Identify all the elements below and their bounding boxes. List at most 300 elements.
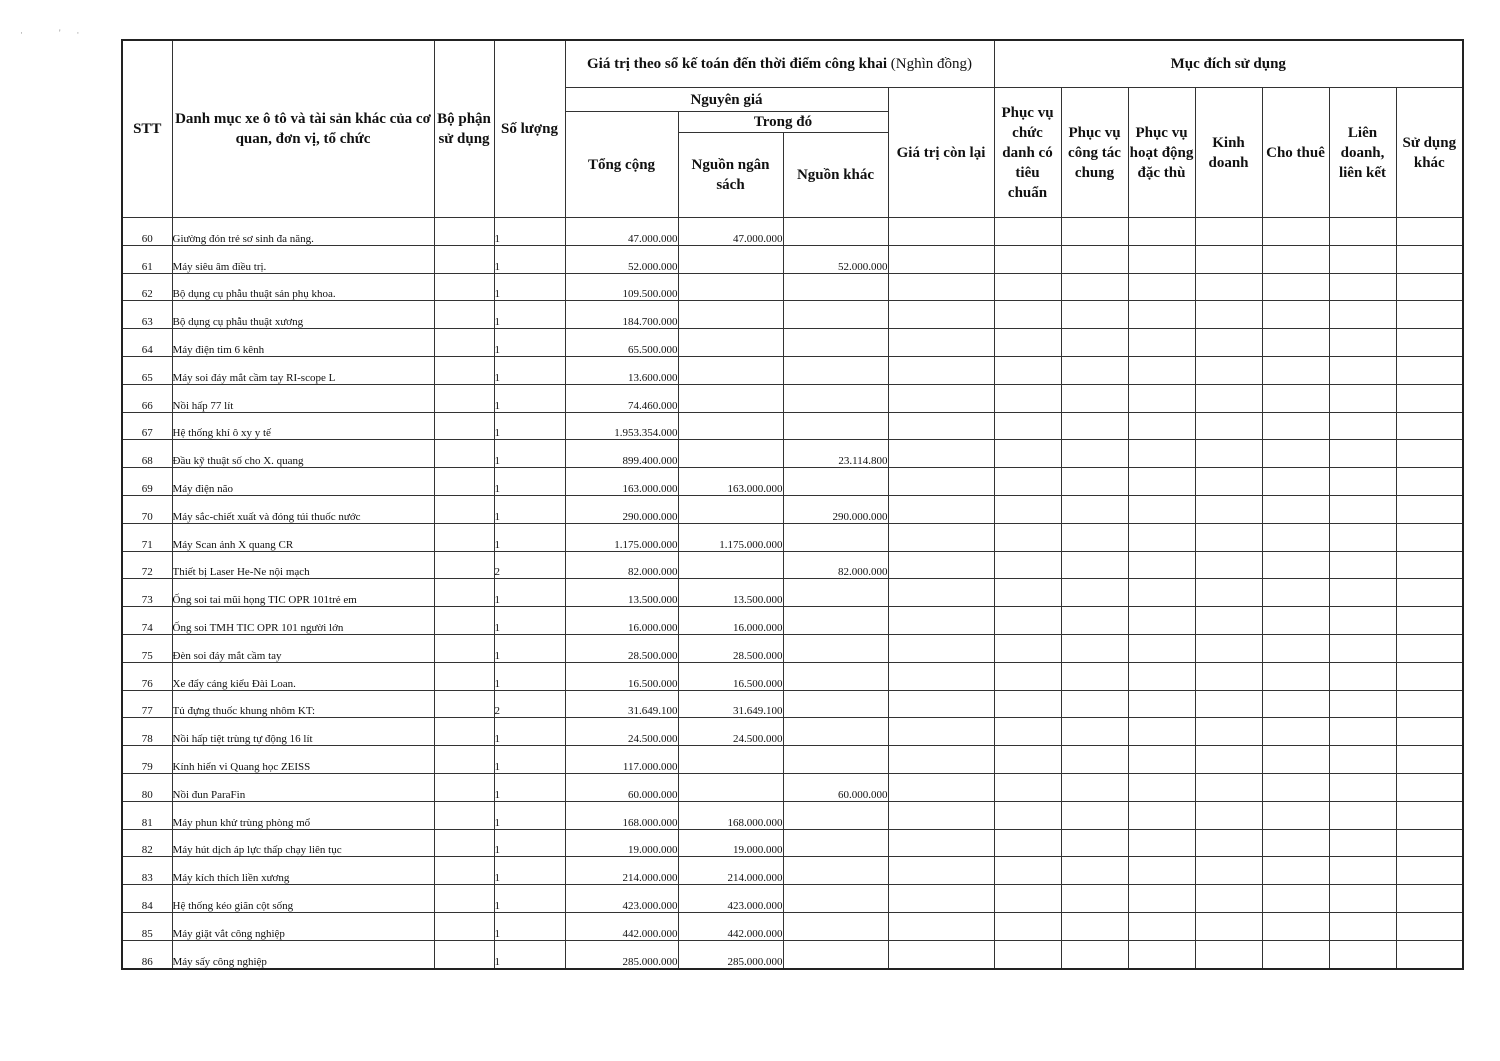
cell-purpose	[1262, 885, 1329, 913]
cell-budget-source: 24.500.000	[678, 718, 783, 746]
cell-total: 74.460.000	[565, 384, 678, 412]
cell-purpose	[1329, 245, 1396, 273]
table-row	[122, 440, 1463, 468]
cell-purpose	[1061, 218, 1128, 246]
header-residual-value: Giá trị còn lại	[888, 88, 994, 218]
cell-purpose	[1262, 468, 1329, 496]
header-original-cost: Nguyên giá	[565, 88, 888, 112]
cell-other-source	[783, 329, 888, 357]
cell-other-source	[783, 523, 888, 551]
cell-purpose	[1396, 579, 1463, 607]
cell-budget-source	[678, 773, 783, 801]
cell-purpose	[1195, 912, 1262, 940]
cell-residual-value	[888, 245, 994, 273]
cell-purpose	[1329, 940, 1396, 968]
cell-residual-value	[888, 412, 994, 440]
cell-purpose	[1262, 440, 1329, 468]
cell-purpose	[1128, 384, 1195, 412]
table-row	[122, 329, 1463, 357]
cell-purpose	[1329, 523, 1396, 551]
header-total: Tổng cộng	[565, 112, 678, 218]
cell-purpose	[1061, 690, 1128, 718]
cell-budget-source: 285.000.000	[678, 940, 783, 968]
header-purpose: Mục đích sử dụng	[994, 40, 1463, 88]
cell-purpose	[994, 412, 1061, 440]
cell-department	[434, 301, 494, 329]
cell-department	[434, 329, 494, 357]
cell-other-source	[783, 801, 888, 829]
cell-other-source: 82.000.000	[783, 551, 888, 579]
cell-residual-value	[888, 718, 994, 746]
cell-budget-source: 31.649.100	[678, 690, 783, 718]
cell-department	[434, 718, 494, 746]
cell-purpose	[1061, 829, 1128, 857]
cell-other-source	[783, 718, 888, 746]
cell-purpose	[1396, 940, 1463, 968]
cell-other-source	[783, 940, 888, 968]
cell-purpose	[1061, 940, 1128, 968]
cell-purpose	[1396, 773, 1463, 801]
cell-quantity: 1	[494, 607, 565, 635]
cell-other-source	[783, 746, 888, 774]
cell-purpose	[1329, 662, 1396, 690]
cell-purpose	[1195, 440, 1262, 468]
cell-purpose	[1195, 218, 1262, 246]
cell-purpose	[1262, 829, 1329, 857]
cell-department	[434, 607, 494, 635]
cell-purpose	[1329, 218, 1396, 246]
cell-asset-name: Hệ thống khí ô xy y tế	[172, 412, 434, 440]
header-quantity: Số lượng	[494, 40, 565, 218]
cell-department	[434, 773, 494, 801]
cell-department	[434, 746, 494, 774]
cell-purpose	[994, 885, 1061, 913]
cell-stt: 69	[122, 468, 172, 496]
cell-purpose	[1329, 551, 1396, 579]
cell-quantity: 1	[494, 746, 565, 774]
cell-purpose	[1329, 440, 1396, 468]
cell-quantity: 1	[494, 857, 565, 885]
cell-purpose	[1262, 690, 1329, 718]
cell-purpose	[1329, 495, 1396, 523]
cell-residual-value	[888, 829, 994, 857]
cell-total: 214.000.000	[565, 857, 678, 885]
cell-purpose	[1128, 773, 1195, 801]
cell-other-source	[783, 356, 888, 384]
cell-quantity: 1	[494, 412, 565, 440]
cell-other-source	[783, 468, 888, 496]
cell-purpose	[1061, 551, 1128, 579]
cell-purpose	[1061, 412, 1128, 440]
cell-total: 52.000.000	[565, 245, 678, 273]
cell-asset-name: Đầu kỹ thuật số cho X. quang	[172, 440, 434, 468]
cell-purpose	[994, 579, 1061, 607]
cell-purpose	[1195, 940, 1262, 968]
cell-other-source	[783, 690, 888, 718]
cell-stt: 86	[122, 940, 172, 968]
cell-purpose	[1262, 662, 1329, 690]
cell-quantity: 1	[494, 245, 565, 273]
header-asset-name: Danh mục xe ô tô và tài sản khác của cơ quan, đơn vị, tổ chức	[172, 40, 434, 218]
cell-total: 19.000.000	[565, 829, 678, 857]
cell-purpose	[1329, 912, 1396, 940]
cell-stt: 80	[122, 773, 172, 801]
cell-stt: 66	[122, 384, 172, 412]
cell-purpose	[994, 662, 1061, 690]
cell-asset-name: Hệ thống kéo giãn cột sống	[172, 885, 434, 913]
cell-purpose	[1396, 634, 1463, 662]
cell-purpose	[1128, 607, 1195, 635]
cell-quantity: 1	[494, 579, 565, 607]
cell-purpose	[1329, 356, 1396, 384]
cell-purpose	[1396, 801, 1463, 829]
cell-other-source	[783, 301, 888, 329]
cell-purpose	[1061, 440, 1128, 468]
cell-purpose	[1061, 857, 1128, 885]
table-row	[122, 245, 1463, 273]
cell-budget-source	[678, 495, 783, 523]
cell-department	[434, 495, 494, 523]
header-budget-source: Nguồn ngân sách	[678, 133, 783, 218]
cell-total: 117.000.000	[565, 746, 678, 774]
cell-department	[434, 634, 494, 662]
cell-other-source	[783, 829, 888, 857]
cell-budget-source	[678, 746, 783, 774]
cell-purpose	[1329, 885, 1396, 913]
cell-quantity: 1	[494, 218, 565, 246]
cell-residual-value	[888, 579, 994, 607]
cell-purpose	[1396, 718, 1463, 746]
cell-purpose	[1396, 885, 1463, 913]
header-of-which: Trong đó	[678, 112, 888, 133]
cell-purpose	[1128, 329, 1195, 357]
cell-purpose	[1061, 301, 1128, 329]
cell-purpose	[1128, 801, 1195, 829]
header-purpose-col: Phục vụ chức danh có tiêu chuẩn	[994, 88, 1061, 218]
cell-purpose	[1128, 523, 1195, 551]
cell-purpose	[1195, 551, 1262, 579]
cell-stt: 65	[122, 356, 172, 384]
cell-department	[434, 829, 494, 857]
cell-residual-value	[888, 523, 994, 551]
cell-purpose	[1128, 634, 1195, 662]
cell-purpose	[1195, 746, 1262, 774]
cell-department	[434, 551, 494, 579]
cell-department	[434, 857, 494, 885]
table-row	[122, 690, 1463, 718]
cell-purpose	[994, 634, 1061, 662]
cell-purpose	[1262, 523, 1329, 551]
cell-quantity: 2	[494, 551, 565, 579]
cell-purpose	[1262, 912, 1329, 940]
cell-purpose	[1195, 273, 1262, 301]
cell-purpose	[1128, 412, 1195, 440]
cell-purpose	[994, 523, 1061, 551]
cell-residual-value	[888, 634, 994, 662]
cell-purpose	[994, 384, 1061, 412]
cell-purpose	[1061, 356, 1128, 384]
cell-department	[434, 662, 494, 690]
cell-purpose	[994, 607, 1061, 635]
cell-total: 28.500.000	[565, 634, 678, 662]
cell-asset-name: Máy phun khử trùng phòng mổ	[172, 801, 434, 829]
cell-quantity: 1	[494, 912, 565, 940]
cell-purpose	[1128, 912, 1195, 940]
cell-department	[434, 245, 494, 273]
cell-purpose	[1128, 495, 1195, 523]
cell-residual-value	[888, 662, 994, 690]
table-row	[122, 634, 1463, 662]
cell-quantity: 1	[494, 940, 565, 968]
cell-purpose	[1128, 440, 1195, 468]
table-row	[122, 746, 1463, 774]
cell-quantity: 1	[494, 495, 565, 523]
header-stt: STT	[122, 40, 172, 218]
header-other-source: Nguồn khác	[783, 133, 888, 218]
cell-budget-source	[678, 412, 783, 440]
cell-purpose	[1396, 273, 1463, 301]
cell-purpose	[1262, 551, 1329, 579]
cell-purpose	[1262, 607, 1329, 635]
cell-other-source	[783, 912, 888, 940]
cell-purpose	[1396, 690, 1463, 718]
cell-purpose	[994, 356, 1061, 384]
cell-department	[434, 356, 494, 384]
cell-total: 290.000.000	[565, 495, 678, 523]
cell-asset-name: Tủ đựng thuốc khung nhôm KT:	[172, 690, 434, 718]
table-row	[122, 885, 1463, 913]
cell-purpose	[1329, 801, 1396, 829]
cell-purpose	[1061, 607, 1128, 635]
scan-specks: · ' ·	[20, 28, 80, 38]
cell-other-source	[783, 579, 888, 607]
table-row	[122, 940, 1463, 968]
cell-quantity: 1	[494, 801, 565, 829]
cell-purpose	[1128, 829, 1195, 857]
cell-residual-value	[888, 356, 994, 384]
cell-quantity: 1	[494, 718, 565, 746]
cell-quantity: 2	[494, 690, 565, 718]
cell-total: 1.953.354.000	[565, 412, 678, 440]
cell-department	[434, 218, 494, 246]
cell-quantity: 1	[494, 829, 565, 857]
cell-purpose	[1061, 773, 1128, 801]
cell-other-source	[783, 857, 888, 885]
cell-other-source	[783, 273, 888, 301]
cell-purpose	[1061, 273, 1128, 301]
cell-purpose	[994, 551, 1061, 579]
cell-asset-name: Máy điện tim 6 kênh	[172, 329, 434, 357]
cell-total: 60.000.000	[565, 773, 678, 801]
cell-purpose	[1195, 523, 1262, 551]
cell-department	[434, 801, 494, 829]
asset-table	[121, 39, 1464, 970]
header-purpose-col: Phục vụ công tác chung	[1061, 88, 1128, 218]
cell-purpose	[1128, 718, 1195, 746]
cell-residual-value	[888, 885, 994, 913]
cell-quantity: 1	[494, 384, 565, 412]
cell-stt: 64	[122, 329, 172, 357]
cell-residual-value	[888, 746, 994, 774]
cell-asset-name: Nồi hấp 77 lít	[172, 384, 434, 412]
cell-quantity: 1	[494, 662, 565, 690]
cell-total: 16.500.000	[565, 662, 678, 690]
cell-purpose	[994, 857, 1061, 885]
cell-budget-source: 16.000.000	[678, 607, 783, 635]
cell-stt: 63	[122, 301, 172, 329]
cell-asset-name: Thiết bị Laser He-Ne nội mạch	[172, 551, 434, 579]
cell-budget-source: 168.000.000	[678, 801, 783, 829]
cell-purpose	[1128, 885, 1195, 913]
cell-residual-value	[888, 273, 994, 301]
cell-purpose	[1061, 885, 1128, 913]
cell-purpose	[1396, 829, 1463, 857]
cell-purpose	[1128, 857, 1195, 885]
cell-purpose	[1195, 384, 1262, 412]
cell-stt: 84	[122, 885, 172, 913]
cell-purpose	[1396, 662, 1463, 690]
cell-total: 184.700.000	[565, 301, 678, 329]
table-row	[122, 468, 1463, 496]
cell-purpose	[1128, 690, 1195, 718]
cell-budget-source	[678, 384, 783, 412]
cell-budget-source: 163.000.000	[678, 468, 783, 496]
cell-asset-name: Xe đẩy cáng kiểu Đài Loan.	[172, 662, 434, 690]
cell-department	[434, 412, 494, 440]
cell-asset-name: Máy giặt vắt công nghiệp	[172, 912, 434, 940]
cell-residual-value	[888, 690, 994, 718]
cell-purpose	[1061, 245, 1128, 273]
cell-asset-name: Bộ dụng cụ phẫu thuật sản phụ khoa.	[172, 273, 434, 301]
cell-department	[434, 940, 494, 968]
cell-residual-value	[888, 329, 994, 357]
header-purpose-col: Liên doanh, liên kết	[1329, 88, 1396, 218]
cell-asset-name: Kính hiển vi Quang học ZEISS	[172, 746, 434, 774]
cell-purpose	[1195, 495, 1262, 523]
cell-purpose	[1262, 746, 1329, 774]
cell-stt: 83	[122, 857, 172, 885]
table-row	[122, 384, 1463, 412]
cell-purpose	[994, 218, 1061, 246]
cell-purpose	[1262, 384, 1329, 412]
cell-total: 109.500.000	[565, 273, 678, 301]
cell-purpose	[1195, 857, 1262, 885]
cell-quantity: 1	[494, 773, 565, 801]
cell-purpose	[1329, 579, 1396, 607]
cell-purpose	[1262, 857, 1329, 885]
table-row	[122, 718, 1463, 746]
cell-purpose	[1329, 857, 1396, 885]
cell-stt: 72	[122, 551, 172, 579]
cell-asset-name: Giường đón trẻ sơ sinh đa năng.	[172, 218, 434, 246]
header-purpose-col: Cho thuê	[1262, 88, 1329, 218]
cell-other-source: 60.000.000	[783, 773, 888, 801]
cell-purpose	[1061, 801, 1128, 829]
cell-stt: 81	[122, 801, 172, 829]
cell-purpose	[1396, 746, 1463, 774]
cell-purpose	[1396, 495, 1463, 523]
cell-budget-source	[678, 273, 783, 301]
cell-quantity: 1	[494, 523, 565, 551]
cell-purpose	[1061, 495, 1128, 523]
cell-budget-source: 1.175.000.000	[678, 523, 783, 551]
cell-purpose	[1262, 718, 1329, 746]
cell-department	[434, 468, 494, 496]
header-book-value-title: Giá trị theo sổ kế toán đến thời điểm công khai	[587, 56, 887, 72]
cell-purpose	[1329, 746, 1396, 774]
cell-total: 168.000.000	[565, 801, 678, 829]
cell-stt: 73	[122, 579, 172, 607]
cell-purpose	[1329, 412, 1396, 440]
cell-purpose	[1329, 329, 1396, 357]
cell-purpose	[1262, 245, 1329, 273]
cell-purpose	[1195, 245, 1262, 273]
cell-residual-value	[888, 940, 994, 968]
cell-stt: 78	[122, 718, 172, 746]
cell-purpose	[1195, 579, 1262, 607]
header-purpose-col: Kinh doanh	[1195, 88, 1262, 218]
cell-stt: 74	[122, 607, 172, 635]
cell-purpose	[1262, 801, 1329, 829]
cell-quantity: 1	[494, 301, 565, 329]
cell-total: 16.000.000	[565, 607, 678, 635]
cell-department	[434, 273, 494, 301]
cell-purpose	[1262, 273, 1329, 301]
cell-total: 82.000.000	[565, 551, 678, 579]
cell-other-source: 52.000.000	[783, 245, 888, 273]
cell-budget-source: 423.000.000	[678, 885, 783, 913]
cell-purpose	[994, 940, 1061, 968]
cell-department	[434, 912, 494, 940]
table-row	[122, 523, 1463, 551]
cell-total: 47.000.000	[565, 218, 678, 246]
table-row	[122, 773, 1463, 801]
cell-residual-value	[888, 301, 994, 329]
cell-purpose	[1128, 551, 1195, 579]
cell-purpose	[1262, 356, 1329, 384]
cell-purpose	[1195, 356, 1262, 384]
cell-purpose	[1329, 301, 1396, 329]
table-row	[122, 857, 1463, 885]
cell-stt: 71	[122, 523, 172, 551]
cell-budget-source: 16.500.000	[678, 662, 783, 690]
table-row	[122, 412, 1463, 440]
cell-purpose	[994, 495, 1061, 523]
cell-stt: 77	[122, 690, 172, 718]
cell-quantity: 1	[494, 329, 565, 357]
cell-residual-value	[888, 801, 994, 829]
cell-purpose	[1396, 551, 1463, 579]
cell-purpose	[1329, 273, 1396, 301]
cell-stt: 85	[122, 912, 172, 940]
cell-purpose	[994, 690, 1061, 718]
cell-purpose	[1128, 356, 1195, 384]
cell-budget-source	[678, 329, 783, 357]
cell-purpose	[1128, 301, 1195, 329]
table-row	[122, 662, 1463, 690]
cell-purpose	[1396, 245, 1463, 273]
cell-budget-source	[678, 551, 783, 579]
cell-purpose	[1329, 829, 1396, 857]
cell-total: 899.400.000	[565, 440, 678, 468]
cell-purpose	[1195, 412, 1262, 440]
cell-purpose	[1396, 218, 1463, 246]
cell-purpose	[1262, 412, 1329, 440]
cell-total: 31.649.100	[565, 690, 678, 718]
cell-purpose	[1396, 384, 1463, 412]
cell-purpose	[1329, 773, 1396, 801]
cell-department	[434, 384, 494, 412]
